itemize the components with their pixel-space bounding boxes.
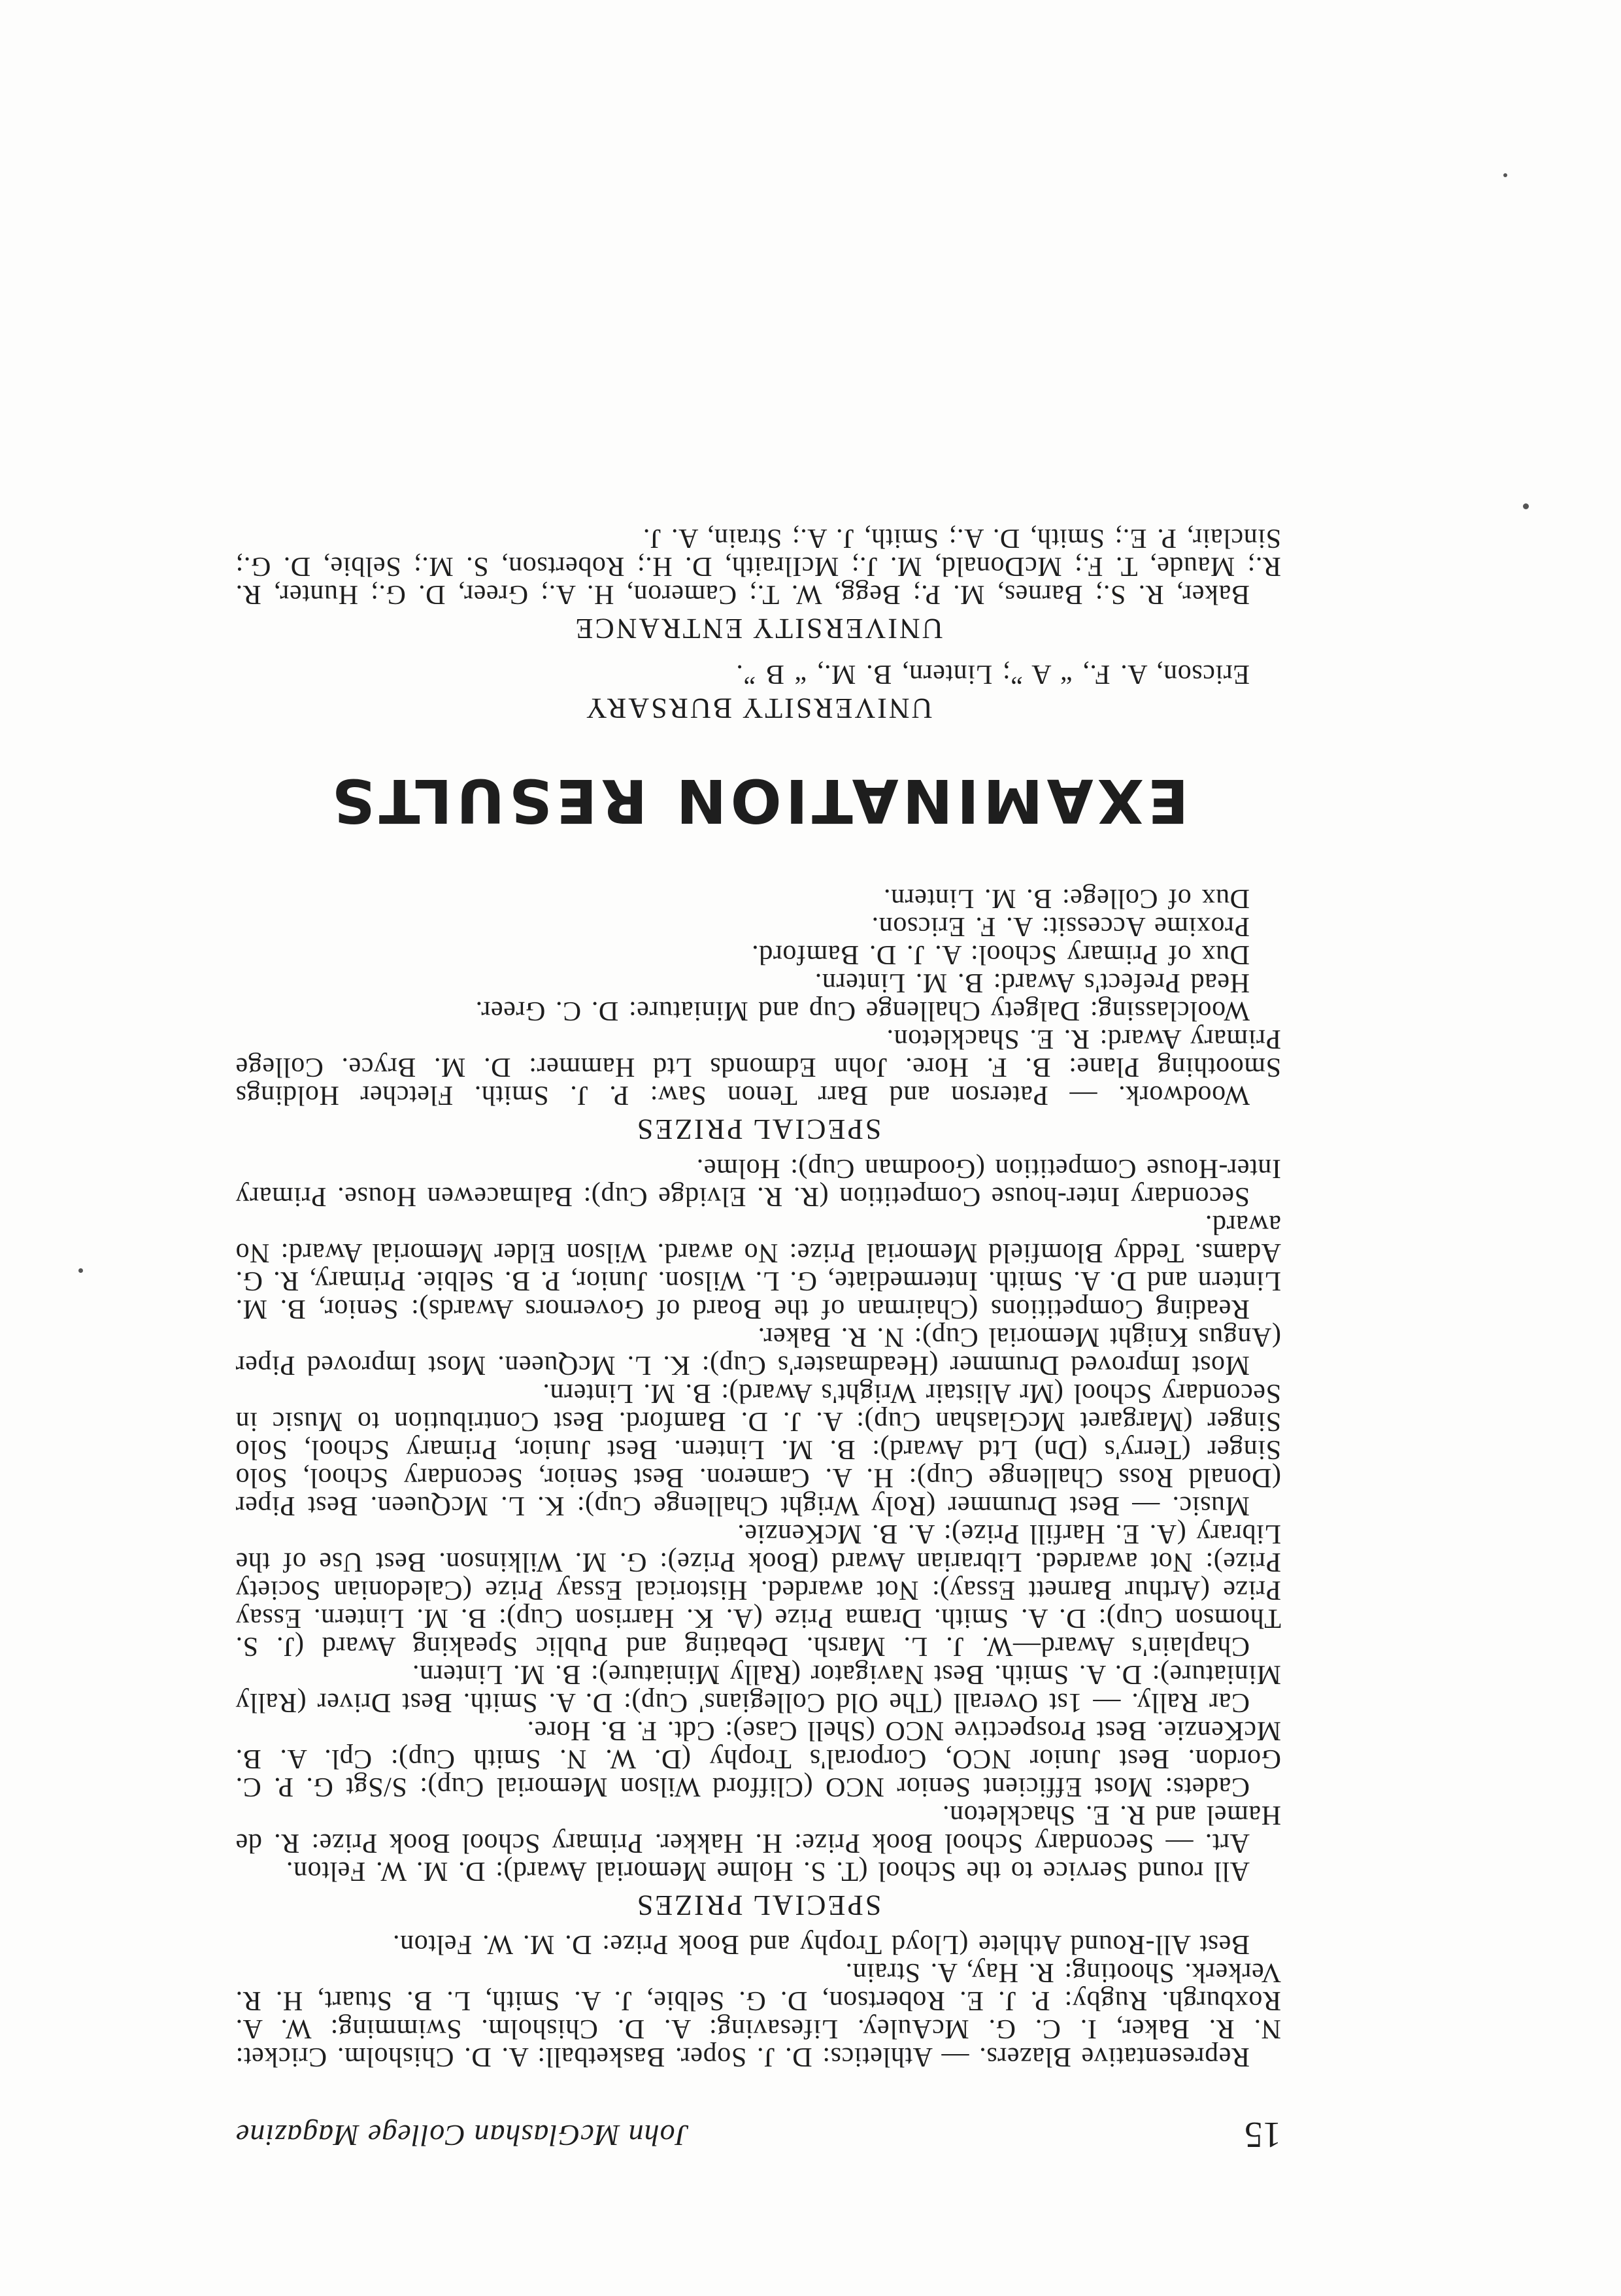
university-entrance-heading: UNIVERSITY ENTRANCE	[573, 613, 943, 645]
chaplains-award: Chaplain's Award—W. J. L. Marsh. Debating and Public Speaking Award (J. S. Thomson Cup): D. A. Smith. Drama Prize (A. K. Harrison Cup): B. M. Lintern. Essay Prize (Arthur Barnett Essay): Not awarded. Historical Essay Prize (Caledonian Society Prize): Not awarded. Librarian Award (Book Prize): G. M. Wilkinson. Best Use of the Library (A. E. Harfill Prize): A. B. McKenzie.	[235, 1519, 1281, 1661]
dux-of-college: Dux of College: B. M. Lintern.	[883, 883, 1250, 913]
scan-speck	[78, 1268, 83, 1273]
scan-speck	[1523, 503, 1529, 509]
special-prizes-heading-2: SPECIAL PRIZES	[635, 1113, 882, 1145]
page-number: 15	[1245, 2114, 1281, 2155]
inter-house-competitions: Secondary Inter-house Competition (R. R. Elvidge Cup): Balmacewen House. Primary Inter-House Competition (Goodman Cup): Holme.	[235, 1153, 1281, 1211]
car-rally-prizes: Car Rally. — 1st Overall (The Old Collegians' Cup): D. A. Smith. Best Driver (Rally Miniature): D. A. Smith. Best Navigator (Rally Miniature): B. M. Lintern.	[235, 1659, 1281, 1717]
woolclassing-prize: Woolclassing: Dalgety Challenge Cup and Miniature: D. C. Greer.	[475, 996, 1250, 1026]
all-round-service: All round Service to the School (T. S. Holme Memorial Award): D. M. W. Felton.	[286, 1856, 1250, 1886]
reading-competitions: Reading Competitions (Chairman of the Board of Governors Awards): Senior, B. M. Lintern and D. A. Smith. Intermediate, G. L. Wilson. Junior, P. B. Selbie. Primary, R. G. Adams. Teddy Blomfield Memorial Prize: No award. Wilson Elder Memorial Award: No award.	[235, 1209, 1281, 1324]
special-prizes-heading: SPECIAL PRIZES	[635, 1889, 882, 1921]
head-prefect-award: Head Prefect's Award: B. M. Lintern.	[814, 968, 1250, 998]
text-column	[235, 524, 1281, 2155]
examination-results-heading: EXAMINATION RESULTS	[327, 766, 1189, 836]
running-head	[235, 2097, 1281, 2155]
university-bursary-heading: UNIVERSITY BURSARY	[584, 692, 933, 724]
representative-blazers: Representative Blazers. — Athletics: D. J. Soper. Basketball: A. D. Chisholm. Cricket: N. R. Baker, I. C. G. McAuley. Lifesaving: A. D. Chisholm. Swimming: W. A. Roxburgh. Rugby: P. J. E. Robertson, D. G. Selbie, J. A. Smith, L. B. Stuart, H. R. Verkerk. Shooting: R. Hay, A. Strain.	[235, 1957, 1281, 2072]
scan-speck	[1503, 173, 1507, 177]
woodwork-prizes: Woodwork. — Paterson and Barr Tenon Saw: P. J. Smith. Fletcher Holdings Smoothing Plane: B. F. Hore. John Edmonds Ltd Hammer: D. M. Bryce. College Primary Award: R. E. Shackleton.	[235, 1024, 1281, 1110]
university-bursary-list: Ericson, A. F., “ A ”; Lintern, B. M., “ B ”.	[735, 659, 1250, 689]
magazine-title: John McGlashan College Magazine	[235, 2119, 690, 2152]
music-prizes: Music. — Best Drummer (Roly Wright Challenge Cup): K. L. McQueen. Best Piper (Donald Ross Challenge Cup): H. A. Cameron. Best Senior, Secondary School, Solo Singer (Terry's (Dn) Ltd Award): B. M. Lintern. Best Junior, Primary School, Solo Singer (Margaret McGlashan Cup): A. J. D. Bamford. Best Contribution to Music in Secondary School (Mr Alistair Wright's Award): B. M. Lintern.	[235, 1378, 1281, 1521]
best-all-round-athlete: Best All-Round Athlete (Lloyd Trophy and Book Prize: D. M. W. Felton.	[392, 1929, 1250, 1959]
cadets-prizes: Cadets: Most Efficient Senior NCO (Clifford Wilson Memorial Cup): S/Sgt G. P. C. Gordon. Best Junior NCO, Corporal's Trophy (D. W. N. Smith Cup): Cpl. A. B. McKenzie. Best Prospective NCO (Shell Case): Cdt. F. B. Hore.	[235, 1715, 1281, 1802]
most-improved-prizes: Most Improved Drummer (Headmaster's Cup): K. L. McQueen. Most Improved Piper (Angus Knight Memorial Cup): N. R. Baker.	[235, 1322, 1281, 1380]
university-entrance-list: Baker, R. S.; Barnes, M. P.; Begg, W. T.; Cameron, H. A.; Greer, D. G.; Hunter, R. R.; Maude, T. F.; McDonald, M. J.; McIlraith, D. H.; Robertson, S. M.; Selbie, D. G.; Sinclair, P. E.; Smith, D. A.; Smith, J. A.; Strain, A. J.	[235, 523, 1281, 609]
proxime-accessit: Proxime Accessit: A. F. Ericson.	[871, 911, 1250, 941]
dux-primary-school: Dux of Primary School: A. J. D. Bamford.	[751, 939, 1250, 970]
art-prizes: Art. — Secondary School Book Prize: H. Hakker. Primary School Book Prize: R. de Hamel and R. E. Shackleton.	[235, 1800, 1281, 1858]
